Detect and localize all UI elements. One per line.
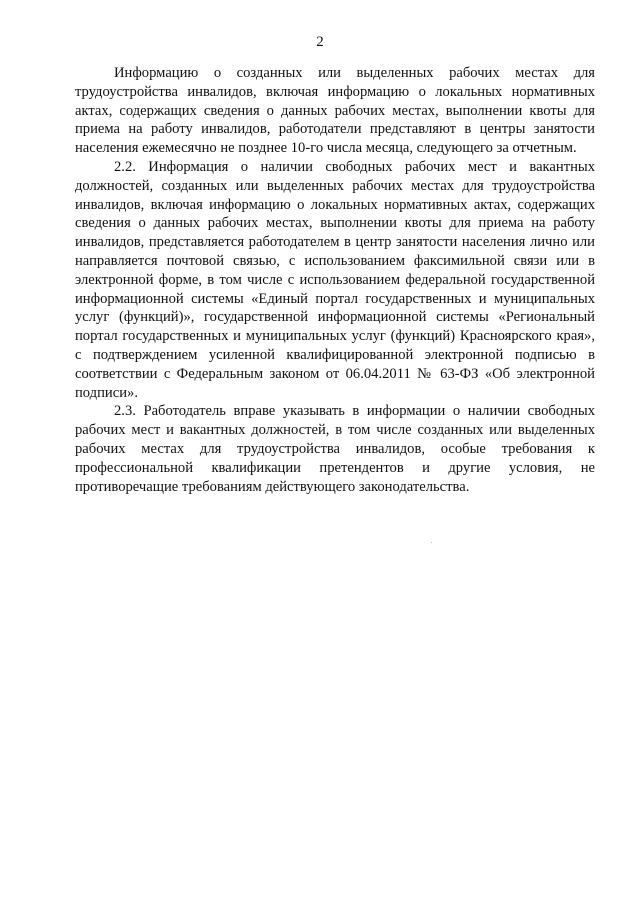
paragraph-2-2: 2.2. Информация о наличии свободных рабочих мест и вакантных должностей, созданных или выделенных рабочих местах для трудоустройства инвалидов, включая информацию о локальных нормативных актах, содержащих сведения о данных рабочих местах, выполнении квоты для приема на работу инвалидов, представляется работодателем в центр занятости населения лично или направляется почтовой связью, с использованием факсимильной связи или в электронной форме, в том числе с использованием федеральной государственной информационной системы «Единый портал государственных и муниципальных услуг (функций)», государственной информационной системы «Региональный портал государственных и муниципальных услуг (функций) Красноярского края», с подтверждением усиленной квалифицированной электронной подписью в соответствии с Федеральным законом от 06.04.2011 № 63-ФЗ «Об электронной подписи».	[75, 158, 595, 401]
page-number: 2	[316, 34, 324, 50]
scan-speck	[431, 542, 432, 543]
paragraph-workplaces-info: Информацию о созданных или выделенных рабочих местах для трудоустройства инвалидов, включая информацию о локальных нормативных актах, содержащих сведения о данных рабочих местах, выполнении квоты для приема на работу инвалидов, работодатели представляют в центры занятости населения ежемесячно не позднее 10-го числа месяца, следующего за отчетным.	[75, 65, 595, 157]
document-body	[75, 64, 595, 496]
paragraph-2-3: 2.3. Работодатель вправе указывать в информации о наличии свободных рабочих мест и вакантных должностей, в том числе созданных или выделенных рабочих местах для трудоустройства инвалидов, особые требования к профессиональной квалификации претендентов и другие условия, не противоречащие требованиям действующего законодательства.	[75, 403, 595, 495]
